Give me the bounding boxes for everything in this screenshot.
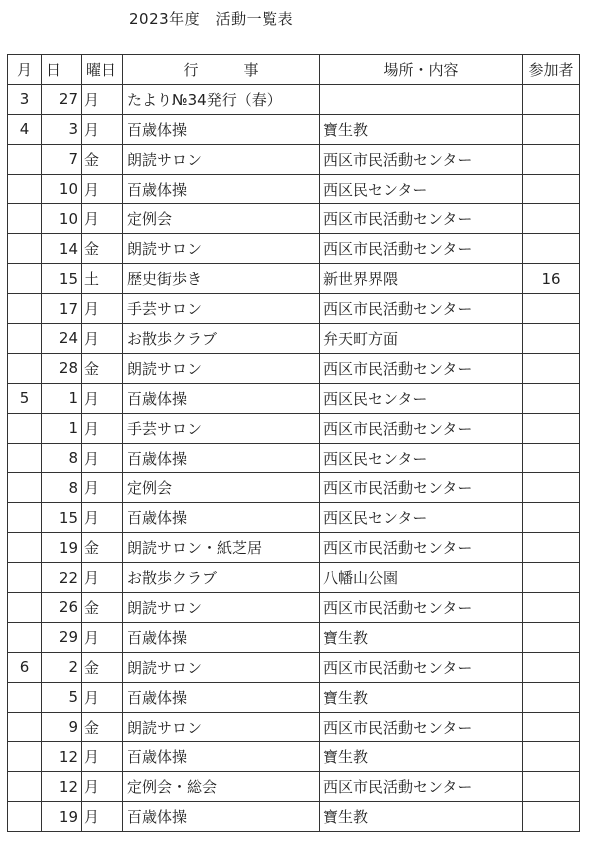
cell-participants (523, 652, 580, 682)
table-row (8, 204, 580, 234)
cell-month (8, 443, 42, 473)
cell-event: 定例会 (123, 204, 320, 234)
cell-place: 弁天町方面 (320, 324, 523, 354)
cell-month (8, 144, 42, 174)
activity-table (7, 54, 580, 832)
table-row (8, 413, 580, 443)
cell-month (8, 802, 42, 832)
cell-month (8, 503, 42, 533)
header-place: 場所・内容 (320, 55, 523, 85)
cell-place: 寶生教 (320, 802, 523, 832)
cell-event: 百歳体操 (123, 174, 320, 204)
header-participants: 参加者 (523, 55, 580, 85)
table-row (8, 682, 580, 712)
table-row (8, 264, 580, 294)
cell-place: 西区民センター (320, 503, 523, 533)
cell-weekday: 月 (82, 383, 123, 413)
cell-day: 26 (42, 593, 82, 623)
cell-event: 手芸サロン (123, 413, 320, 443)
cell-weekday: 月 (82, 443, 123, 473)
cell-weekday: 月 (82, 413, 123, 443)
cell-place: 西区市民活動センター (320, 473, 523, 503)
cell-weekday: 金 (82, 652, 123, 682)
cell-place: 寶生教 (320, 682, 523, 712)
cell-participants (523, 622, 580, 652)
table-row (8, 652, 580, 682)
cell-month (8, 234, 42, 264)
table-row (8, 84, 580, 114)
cell-weekday: 月 (82, 114, 123, 144)
cell-weekday: 月 (82, 682, 123, 712)
cell-participants (523, 144, 580, 174)
cell-weekday: 金 (82, 593, 123, 623)
cell-day: 8 (42, 473, 82, 503)
cell-participants (523, 563, 580, 593)
cell-day: 24 (42, 324, 82, 354)
table-row (8, 324, 580, 354)
cell-place: 西区民センター (320, 174, 523, 204)
cell-weekday: 金 (82, 353, 123, 383)
cell-event: 朗読サロン (123, 652, 320, 682)
table-row (8, 772, 580, 802)
cell-day: 27 (42, 84, 82, 114)
cell-day: 15 (42, 503, 82, 533)
cell-day: 10 (42, 174, 82, 204)
cell-event: 朗読サロン (123, 712, 320, 742)
cell-event: 定例会・総会 (123, 772, 320, 802)
cell-participants (523, 174, 580, 204)
cell-day: 5 (42, 682, 82, 712)
cell-month: 4 (8, 114, 42, 144)
cell-month: 3 (8, 84, 42, 114)
cell-participants: 16 (523, 264, 580, 294)
cell-event: お散歩クラブ (123, 324, 320, 354)
cell-day: 2 (42, 652, 82, 682)
cell-place: 西区市民活動センター (320, 772, 523, 802)
table-row (8, 234, 580, 264)
cell-month (8, 772, 42, 802)
cell-weekday: 月 (82, 473, 123, 503)
cell-participants (523, 503, 580, 533)
cell-participants (523, 204, 580, 234)
cell-participants (523, 413, 580, 443)
cell-place: 西区市民活動センター (320, 144, 523, 174)
cell-weekday: 月 (82, 772, 123, 802)
cell-place: 寶生教 (320, 742, 523, 772)
cell-day: 1 (42, 383, 82, 413)
cell-day: 3 (42, 114, 82, 144)
table-row (8, 174, 580, 204)
cell-participants (523, 84, 580, 114)
cell-month (8, 324, 42, 354)
page-title: 2023年度 活動一覧表 (129, 10, 294, 28)
cell-event: 百歳体操 (123, 503, 320, 533)
cell-participants (523, 533, 580, 563)
cell-weekday: 月 (82, 294, 123, 324)
cell-weekday: 月 (82, 503, 123, 533)
cell-weekday: 月 (82, 204, 123, 234)
cell-event: 百歳体操 (123, 114, 320, 144)
cell-event: 定例会 (123, 473, 320, 503)
table-row (8, 443, 580, 473)
cell-participants (523, 802, 580, 832)
cell-participants (523, 593, 580, 623)
cell-day: 19 (42, 533, 82, 563)
cell-day: 28 (42, 353, 82, 383)
cell-place: 西区市民活動センター (320, 294, 523, 324)
cell-participants (523, 682, 580, 712)
table-row (8, 712, 580, 742)
cell-month (8, 353, 42, 383)
cell-month (8, 473, 42, 503)
cell-event: たより№34発行（春） (123, 84, 320, 114)
table-row (8, 503, 580, 533)
cell-weekday: 土 (82, 264, 123, 294)
cell-day: 9 (42, 712, 82, 742)
table-row (8, 114, 580, 144)
cell-participants (523, 443, 580, 473)
cell-participants (523, 234, 580, 264)
cell-event: 朗読サロン (123, 144, 320, 174)
cell-day: 8 (42, 443, 82, 473)
cell-event: 百歳体操 (123, 443, 320, 473)
cell-day: 1 (42, 413, 82, 443)
cell-month (8, 294, 42, 324)
table-row (8, 294, 580, 324)
table-row (8, 473, 580, 503)
cell-place: 新世界界隈 (320, 264, 523, 294)
table-row (8, 563, 580, 593)
cell-day: 12 (42, 772, 82, 802)
cell-weekday: 金 (82, 144, 123, 174)
cell-participants (523, 294, 580, 324)
cell-weekday: 金 (82, 533, 123, 563)
cell-participants (523, 353, 580, 383)
cell-month: 6 (8, 652, 42, 682)
cell-participants (523, 473, 580, 503)
cell-place: 西区民センター (320, 443, 523, 473)
cell-participants (523, 772, 580, 802)
cell-month (8, 204, 42, 234)
cell-weekday: 金 (82, 234, 123, 264)
cell-day: 10 (42, 204, 82, 234)
table-row (8, 802, 580, 832)
table-row (8, 622, 580, 652)
cell-weekday: 月 (82, 622, 123, 652)
cell-place: 八幡山公園 (320, 563, 523, 593)
cell-day: 7 (42, 144, 82, 174)
table-row (8, 742, 580, 772)
cell-month (8, 174, 42, 204)
cell-participants (523, 383, 580, 413)
cell-place: 西区市民活動センター (320, 413, 523, 443)
cell-place: 西区市民活動センター (320, 204, 523, 234)
table-row (8, 144, 580, 174)
cell-month (8, 712, 42, 742)
cell-participants (523, 324, 580, 354)
cell-event: 朗読サロン (123, 593, 320, 623)
header-event: 行 事 (123, 55, 320, 85)
cell-place: 西区市民活動センター (320, 593, 523, 623)
cell-day: 19 (42, 802, 82, 832)
cell-event: 歴史街歩き (123, 264, 320, 294)
cell-month (8, 413, 42, 443)
cell-month: 5 (8, 383, 42, 413)
cell-event: 手芸サロン (123, 294, 320, 324)
cell-day: 14 (42, 234, 82, 264)
cell-event: 百歳体操 (123, 742, 320, 772)
header-day: 日 (42, 55, 82, 85)
cell-place: 西区市民活動センター (320, 234, 523, 264)
cell-day: 15 (42, 264, 82, 294)
table-row (8, 533, 580, 563)
cell-place: 寶生教 (320, 622, 523, 652)
cell-event: お散歩クラブ (123, 563, 320, 593)
header-month: 月 (8, 55, 42, 85)
cell-weekday: 月 (82, 563, 123, 593)
cell-month (8, 682, 42, 712)
table-row (8, 353, 580, 383)
cell-participants (523, 114, 580, 144)
cell-place: 西区市民活動センター (320, 353, 523, 383)
cell-day: 17 (42, 294, 82, 324)
cell-weekday: 月 (82, 802, 123, 832)
cell-weekday: 月 (82, 324, 123, 354)
cell-place: 寶生教 (320, 114, 523, 144)
header-weekday: 曜日 (82, 55, 123, 85)
cell-weekday: 月 (82, 174, 123, 204)
table-header-row (8, 55, 580, 85)
cell-weekday: 月 (82, 742, 123, 772)
cell-event: 朗読サロン (123, 234, 320, 264)
cell-event: 百歳体操 (123, 622, 320, 652)
cell-day: 12 (42, 742, 82, 772)
cell-event: 百歳体操 (123, 802, 320, 832)
cell-weekday: 月 (82, 84, 123, 114)
cell-event: 百歳体操 (123, 682, 320, 712)
cell-month (8, 742, 42, 772)
cell-place (320, 84, 523, 114)
cell-place: 西区市民活動センター (320, 652, 523, 682)
cell-month (8, 593, 42, 623)
cell-participants (523, 712, 580, 742)
cell-event: 百歳体操 (123, 383, 320, 413)
cell-participants (523, 742, 580, 772)
cell-event: 朗読サロン (123, 353, 320, 383)
cell-day: 29 (42, 622, 82, 652)
cell-weekday: 金 (82, 712, 123, 742)
cell-place: 西区市民活動センター (320, 533, 523, 563)
cell-day: 22 (42, 563, 82, 593)
cell-place: 西区市民活動センター (320, 712, 523, 742)
cell-month (8, 622, 42, 652)
table-row (8, 593, 580, 623)
cell-month (8, 533, 42, 563)
cell-month (8, 563, 42, 593)
cell-event: 朗読サロン・紙芝居 (123, 533, 320, 563)
table-row (8, 383, 580, 413)
cell-month (8, 264, 42, 294)
cell-place: 西区民センター (320, 383, 523, 413)
